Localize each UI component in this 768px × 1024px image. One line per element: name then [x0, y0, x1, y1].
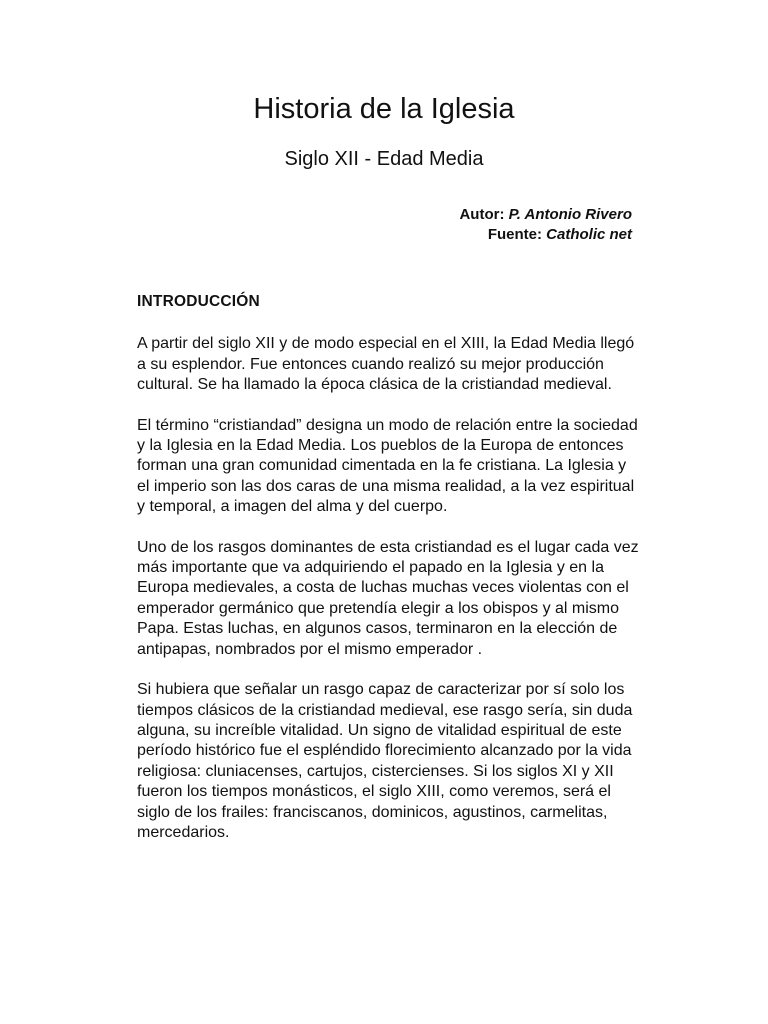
author-label: Autor: [459, 206, 505, 223]
paragraph: Uno de los rasgos dominantes de esta cristiandad es el lugar cada vez más importante que va adquiriendo el papado en la Iglesia y en la Europa medievales, a costa de luchas muchas veces violentas con el emperador germánico que pretendía elegir a los obispos y al mismo Papa. Estas luchas, en algunos casos, terminaron en la elección de antipapas, nombrados por el mismo emperador . [137, 538, 639, 658]
section-heading: INTRODUCCIÓN [137, 293, 260, 310]
paragraph: A partir del siglo XII y de modo especial en el XIII, la Edad Media llegó a su esplendor. Fue entonces cuando realizó su mejor producción cultural. Se ha llamado la época clásica de la cristiandad medieval. [137, 335, 635, 394]
paragraph: Si hubiera que señalar un rasgo capaz de caracterizar por sí solo los tiempos clásicos de la cristiandad medieval, ese rasgo sería, sin duda alguna, su increíble vitalidad. Un signo de vitalidad espiritual de este período histórico fue el espléndido florecimiento alcanzado por la vida religiosa: cluniacenses, cartujos, cistercienses. Si los siglos XI y XII fueron los tiempos monásticos, el siglo XIII, como veremos, será el siglo de los frailes: franciscanos, dominicos, agustinos, carmelitas, mercedarios. [137, 681, 633, 841]
author-line [459, 205, 632, 225]
source-label: Fuente: [487, 226, 542, 243]
source-name: Catholic net [546, 226, 632, 243]
document-title: Historia de la Iglesia [253, 93, 515, 125]
paragraph: El término “cristiandad” designa un modo de relación entre la sociedad y la Iglesia en la Edad Media. Los pueblos de la Europa de entonces forman una gran comunidad cimentada en la fe cristiana. La Iglesia y el imperio son las dos caras de una misma realidad, a la vez espiritual y temporal, a imagen del alma y del cuerpo. [137, 416, 638, 516]
document-body [137, 292, 642, 863]
document-subtitle: Siglo XII - Edad Media [284, 148, 484, 170]
document-meta [459, 205, 632, 245]
author-name: P. Antonio Rivero [508, 206, 632, 223]
source-line [459, 225, 632, 245]
